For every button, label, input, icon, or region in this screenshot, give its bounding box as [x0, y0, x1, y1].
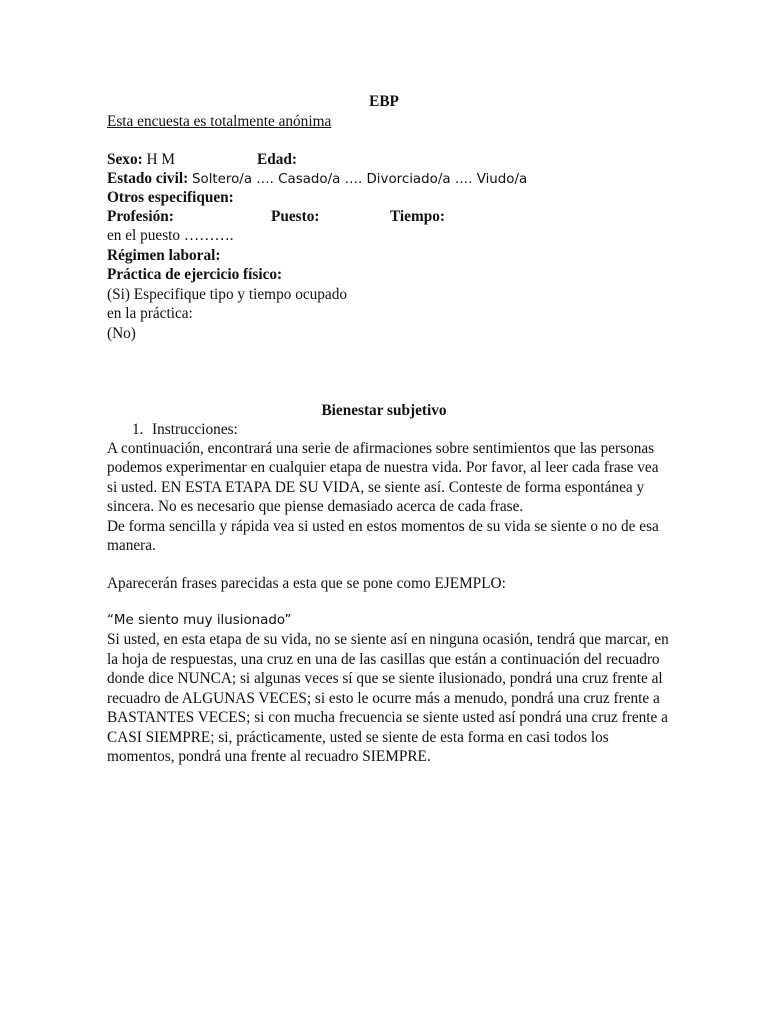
sexo-row [107, 150, 175, 169]
anonymity-note: Esta encuesta es totalmente anónima [107, 113, 332, 130]
example-intro: Aparecerán frases parecidas a esta que se pone como EJEMPLO: [107, 575, 506, 592]
paragraph-line: podemos experimentar en cualquier etapa de nuestra vida. Por favor, al leer cada frase vea [107, 459, 659, 476]
paragraph-line: donde dice NUNCA; si algunas veces sí que se siente ilusionado, pondrá una cruz frente al [107, 670, 663, 687]
paragraph-line: si usted. EN ESTA ETAPA DE SU VIDA, se siente así. Conteste de forma espontánea y [107, 479, 645, 496]
paragraph-line: CASI SIEMPRE; si, prácticamente, usted se siente de esta forma en casi todos los [107, 729, 609, 746]
example-quote [107, 610, 291, 630]
section-heading: Bienestar subjetivo [321, 402, 447, 419]
tiempo-label: Tiempo: [390, 208, 445, 225]
estado-civil-label: Estado civil: [107, 170, 189, 187]
practica-label: Práctica de ejercicio físico: [107, 266, 283, 283]
list-item-instrucciones: Instrucciones: [152, 421, 238, 438]
paragraph-line: recuadro de ALGUNAS VECES; si esto le ocurre más a menudo, pondrá una cruz frente a [107, 690, 660, 707]
puesto-label: Puesto: [271, 208, 320, 225]
practica-si: (Si) Especifique tipo y tiempo ocupado [107, 286, 348, 303]
paragraph-line: momentos, pondrá una frente al recuadro SIEMPRE. [107, 748, 431, 765]
paragraph-line: la hoja de respuestas, una cruz en una de las casillas que están a continuación del recuadro [107, 651, 660, 668]
estado-civil-row [107, 169, 527, 189]
paragraph-line: Si usted, en esta etapa de su vida, no se siente así en ninguna ocasión, tendrá que marcar, en [107, 631, 669, 648]
document-title: EBP [369, 93, 399, 110]
paragraph-line: BASTANTES VECES; si con mucha frecuencia se siente usted así pondrá una cruz frente a [107, 709, 668, 726]
paragraph-line: sincera. No es necesario que piense demasiado acerca de cada frase. [107, 498, 524, 515]
sexo-value: H M [146, 151, 176, 168]
profesion-label: Profesión: [107, 208, 174, 225]
otros-label: Otros especifiquen: [107, 189, 234, 206]
paragraph-line: manera. [107, 537, 156, 554]
edad-label: Edad: [257, 151, 297, 168]
en-el-puesto: en el puesto ………. [107, 227, 234, 244]
paragraph-line: De forma sencilla y rápida vea si usted en estos momentos de su vida se siente o no de esa [107, 518, 659, 535]
regimen-label: Régimen laboral: [107, 247, 221, 264]
list-number: 1. [132, 421, 144, 438]
sexo-label: Sexo: [107, 151, 143, 168]
practica-no: (No) [107, 325, 136, 342]
estado-civil-options: Soltero/a …. Casado/a …. Divorciado/a …. Viudo/a [192, 172, 528, 187]
practica-si-detail: en la práctica: [107, 305, 193, 322]
paragraph-line: A continuación, encontrará una serie de afirmaciones sobre sentimientos que las personas [107, 440, 655, 457]
example-quote-text: “Me siento muy ilusionado” [107, 613, 292, 628]
